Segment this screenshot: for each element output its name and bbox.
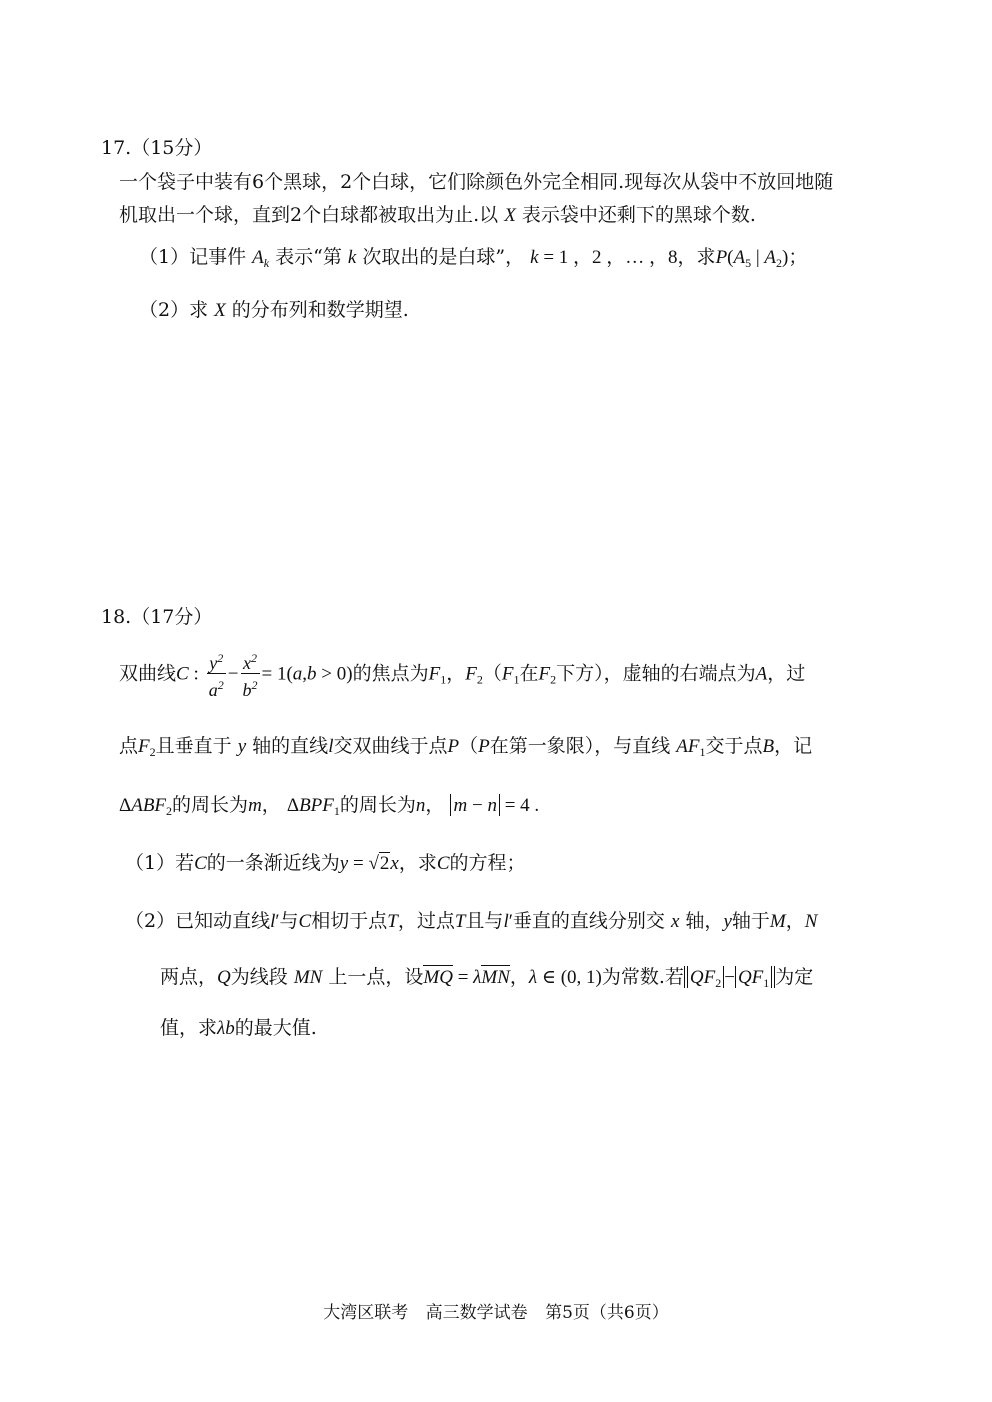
footer-subject: 高三数学试卷 [425, 1303, 528, 1323]
frac-y2-a2: $\frac{y^2}{a^2}$ [207, 648, 226, 701]
q17-stem-line1: 一个袋子中装有6个黑球，2个白球，它们除颜色外完全相同.现每次从袋中不放回地随 [119, 171, 834, 193]
frac-x2-b2: $\frac{x^2}{b^2}$ [241, 648, 260, 701]
q17-stem-line2: 机取出一个球，直到2个白球都被取出为止.以 X 表示袋中还剩下的黑球个数. [119, 204, 756, 226]
q18-line2: 点$F_2$且垂直于 y 轴的直线l交双曲线于点P（P在第一象限），与直线 $AF_1$交于点B，记 [119, 735, 813, 759]
q18-part1: （1）若C的一条渐近线为y = √2x，求C的方程； [125, 852, 526, 874]
q18-header: 18.（17分） [101, 606, 213, 628]
q17-part2: （2）求 X 的分布列和数学期望. [139, 299, 409, 321]
q17-part1: （1）记事件 $A_k$ 表示“第 k 次取出的是白球”， k = 1 ，2 ，… ，8，求$P(A_5$ | $A_2$)； [139, 246, 808, 270]
q18-line3: $\Delta ABF_2$的周长为m， $\Delta BPF_1$的周长为n， m − n = 4 . [119, 794, 540, 818]
q18-part2-line1: （2）已知动直线l′与C相切于点T，过点T且与l′垂直的直线分别交 x 轴，y轴于M，N [125, 910, 818, 932]
q18-part2-line2: 两点，Q为线段 MN 上一点，设MQ = λMN，λ ∈ (0, 1)为常数.若 $QF_2 - QF_1$ 为定 [160, 966, 814, 990]
footer-exam: 大湾区联考 [323, 1303, 409, 1323]
page-footer [0, 1298, 992, 1323]
q18-part2-line3: 值，求λb的最大值. [160, 1017, 317, 1039]
q18-line1: 双曲线C : $\frac{y^2}{a^2}$ − $\frac{x^2}{b^2}$ = 1(a,b > 0)的焦点为$F_1$，$F_2(F_1$在$F_2$下方），虚轴的右端点为A，过 [119, 648, 805, 705]
q17-header: 17.（15分） [101, 137, 213, 159]
footer-page: 第5页（共6页） [545, 1303, 669, 1323]
